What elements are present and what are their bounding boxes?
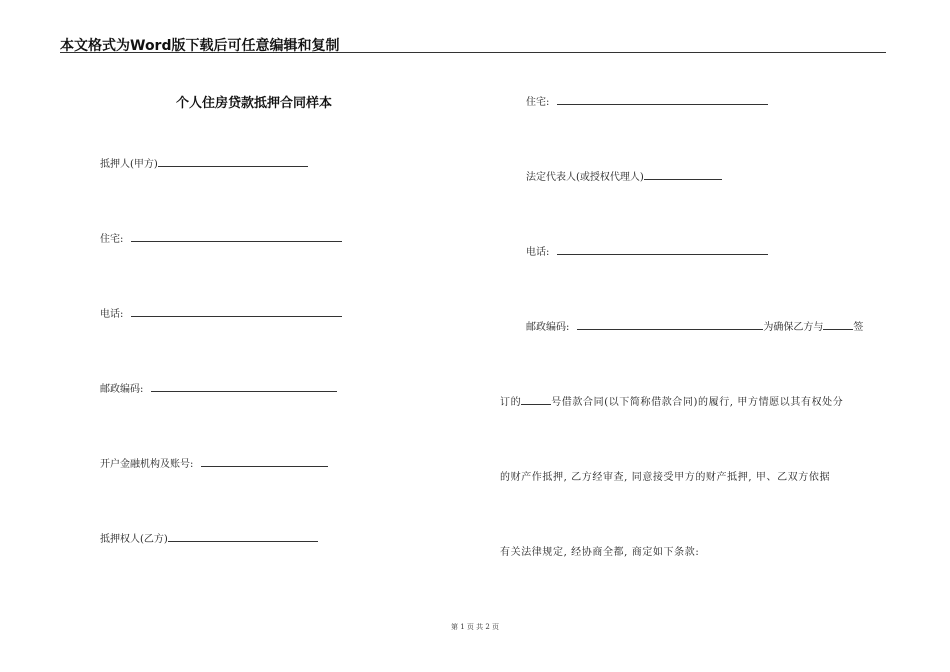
right-address-label: 住宅: <box>526 97 550 108</box>
legal-rep-blank <box>644 169 722 180</box>
right-phone-label: 电话: <box>526 247 550 258</box>
clause-part1-end: 签 <box>853 322 864 333</box>
mortgagor-label: 抵押人(甲方) <box>100 159 158 170</box>
right-address-blank <box>557 94 768 105</box>
clause-line-2 <box>500 393 843 408</box>
left-address-blank <box>131 231 342 242</box>
clause-line-2-prefix: 订的 <box>500 397 522 408</box>
left-postcode-blank <box>151 381 337 392</box>
right-phone-field <box>526 243 768 258</box>
left-phone-blank <box>131 306 342 317</box>
right-postcode-blank <box>577 319 763 330</box>
mortgagee-field <box>100 530 318 545</box>
header-title: 本文格式为Word版下载后可任意编辑和复制 <box>60 38 340 54</box>
left-address-field <box>100 230 342 245</box>
clause-line-3: 的财产作抵押, 乙方经审查, 同意接受甲方的财产抵押, 甲、乙双方依据 <box>500 472 831 483</box>
left-phone-field <box>100 305 342 320</box>
bank-account-blank <box>201 456 328 467</box>
left-postcode-label: 邮政编码: <box>100 384 144 395</box>
right-phone-blank <box>557 244 768 255</box>
right-postcode-field <box>526 318 863 333</box>
mortgagee-blank <box>168 531 318 542</box>
bank-account-field <box>100 455 328 470</box>
left-address-label: 住宅: <box>100 234 124 245</box>
legal-rep-field <box>526 168 722 183</box>
party-blank <box>823 319 853 330</box>
legal-rep-label: 法定代表人(或授权代理人) <box>526 172 644 183</box>
clause-line-4: 有关法律规定, 经协商全都, 商定如下条款: <box>500 547 700 558</box>
header-divider <box>60 52 886 53</box>
mortgagor-blank <box>158 156 308 167</box>
mortgagor-field <box>100 155 308 170</box>
left-postcode-field <box>100 380 337 395</box>
page-footer: 第 1 页 共 2 页 <box>450 623 500 631</box>
right-address-field <box>526 93 768 108</box>
clause-part1: 为确保乙方与 <box>763 322 824 333</box>
right-postcode-label: 邮政编码: <box>526 322 570 333</box>
left-phone-label: 电话: <box>100 309 124 320</box>
contract-number-blank <box>521 394 551 405</box>
document-title: 个人住房贷款抵押合同样本 <box>176 96 333 111</box>
clause-line-2-rest: 号借款合同(以下简称借款合同)的履行, 甲方情愿以其有权处分 <box>551 397 844 408</box>
bank-account-label: 开户金融机构及账号: <box>100 459 194 470</box>
mortgagee-label: 抵押权人(乙方) <box>100 534 168 545</box>
